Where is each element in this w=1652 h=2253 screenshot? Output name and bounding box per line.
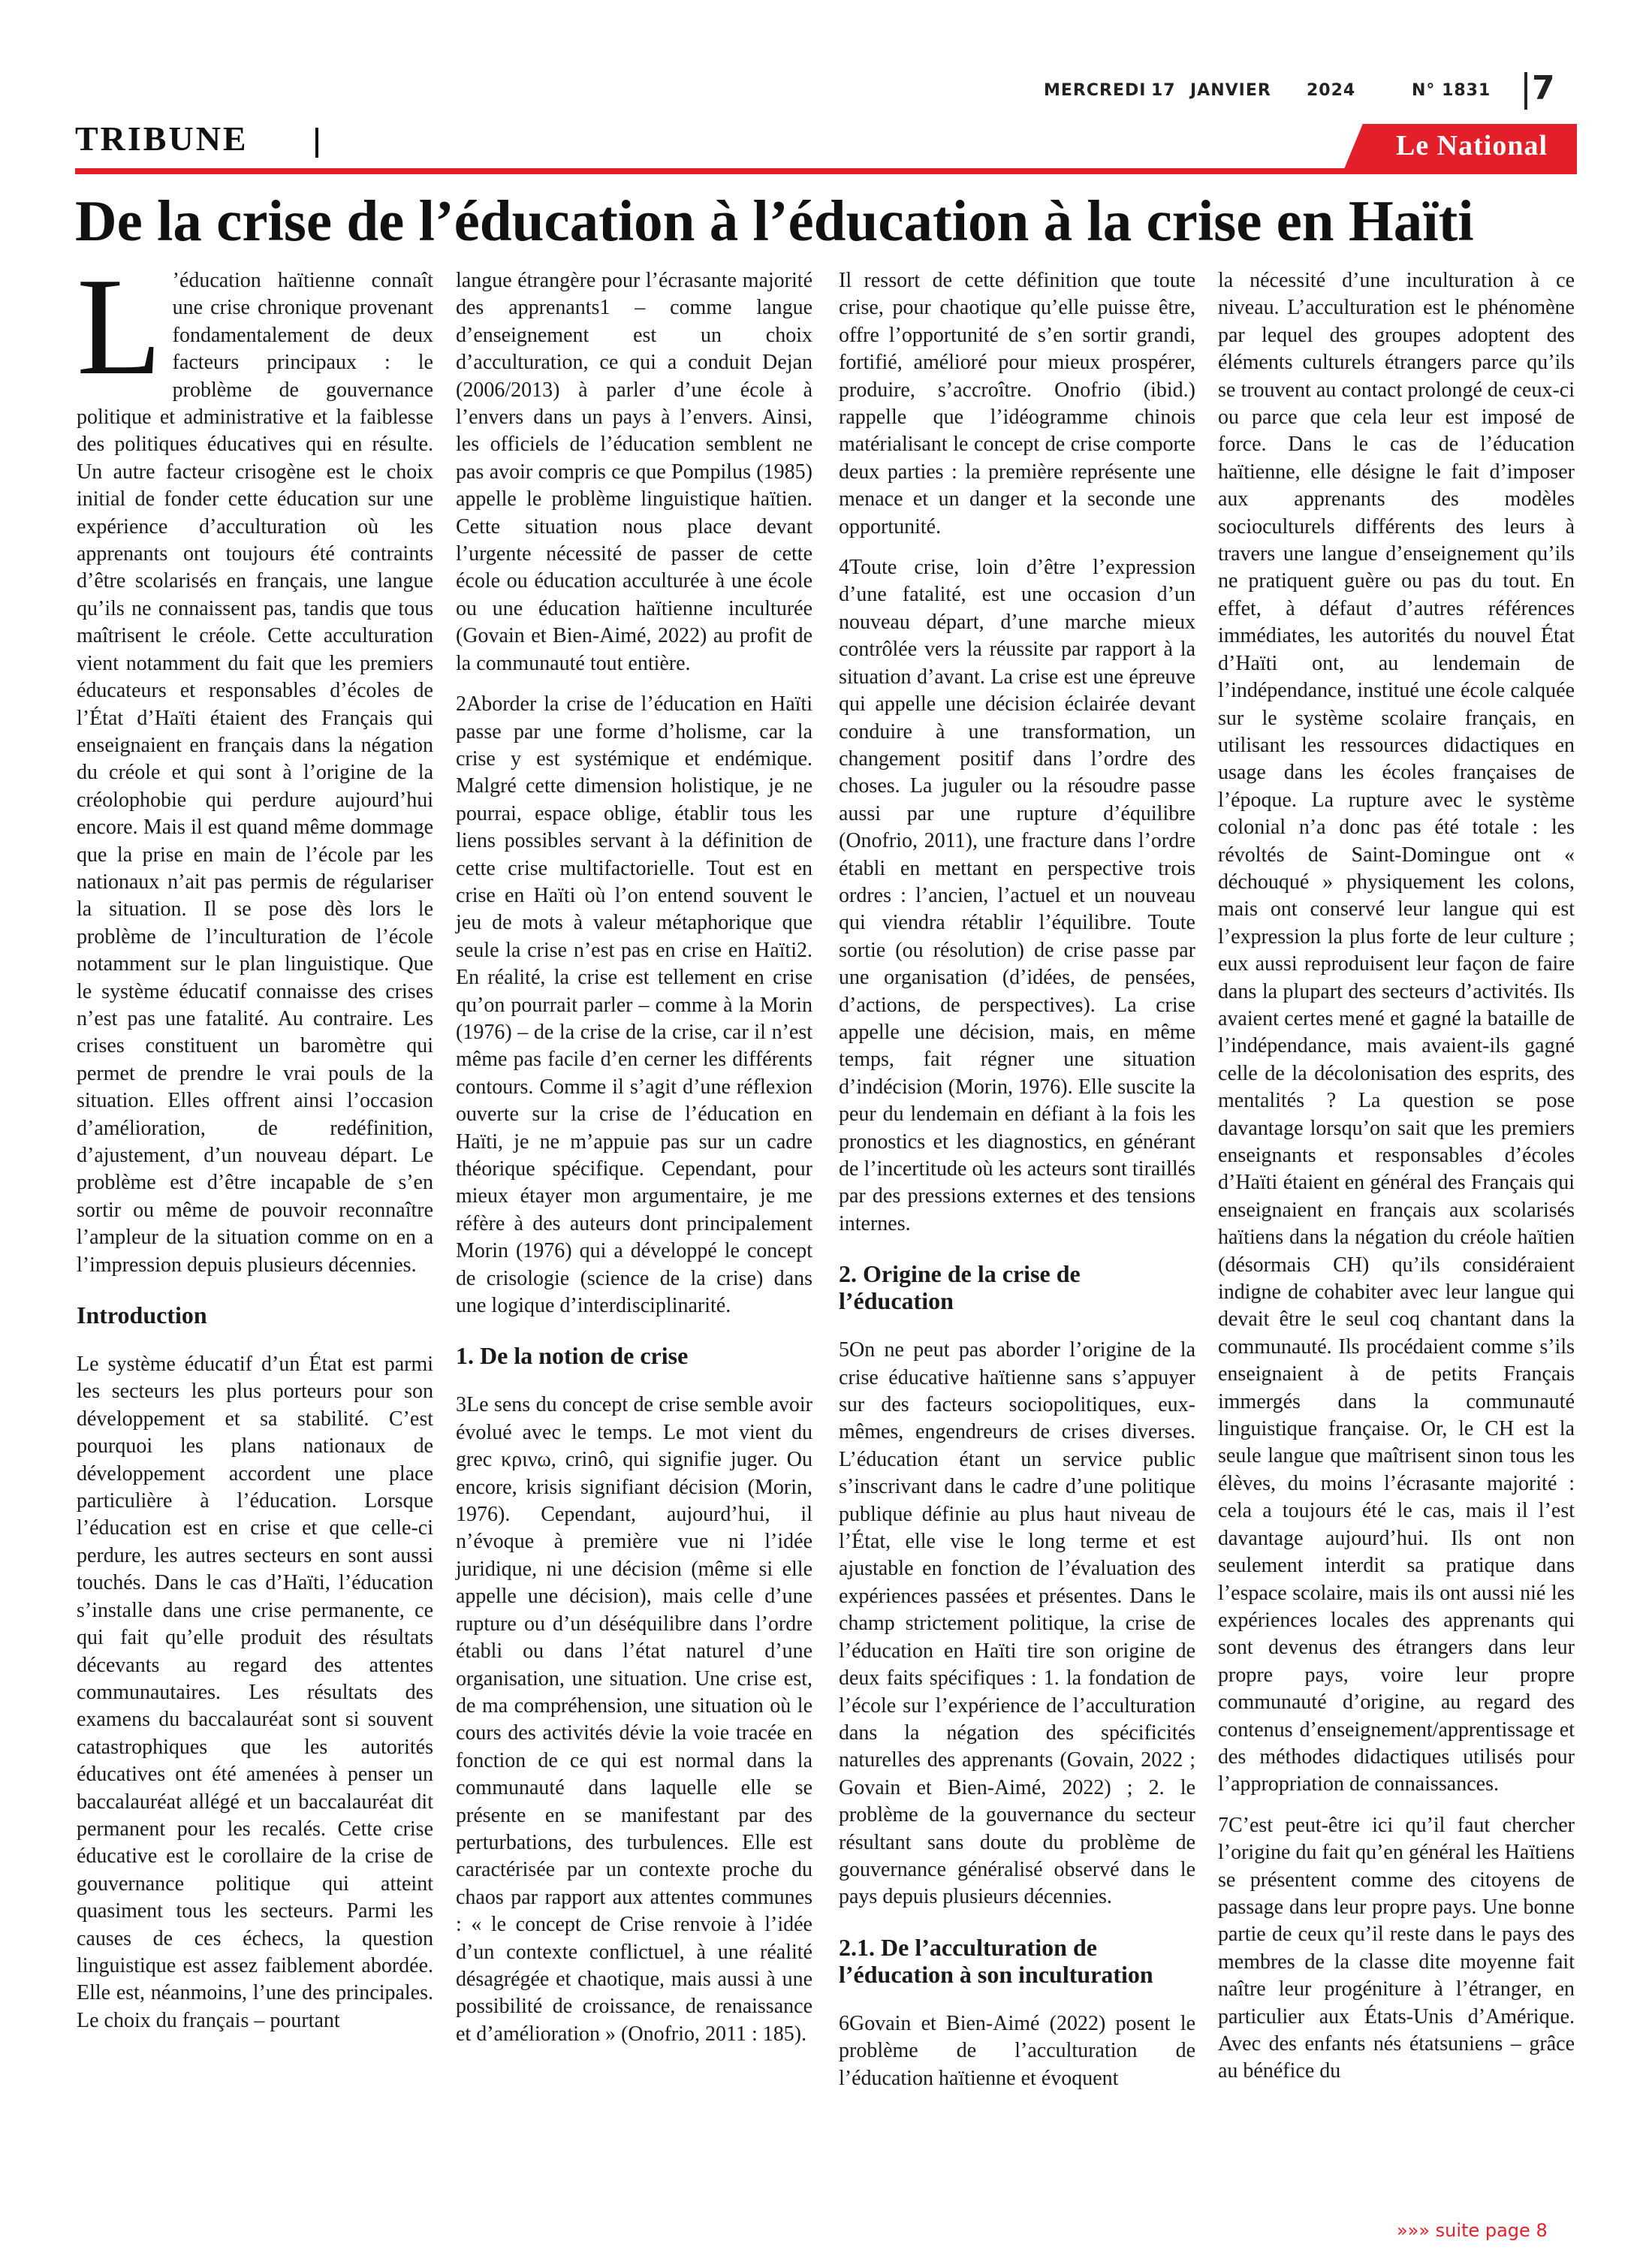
- paragraph: 4Toute crise, loin d’être l’expression d’une fatalité, est une occasion d’un nouveau départ, d’une marche mieux contrôlée vers la réussite par rapport à la situation d’avant. La crise est une épreuve qui appelle une décision éclairée devant conduire à une transformation, un changement positif dans l’ordre des choses. La juguler ou la résoudre passe aussi par une rupture d’équilibre (Onofrio, 2011), une fracture dans l’ordre établi en mettant en perspective trois ordres : l’ancien, l’actuel et un nouveau qui viendra rétablir l’équilibre. Toute sortie (ou résolution) de crise passe par une organisation (d’idées, de pensées, d’actions, de perspectives). La crise appelle une décision, mais, en même temps, fait régner une situation d’indécision (Morin, 1976). Elle suscite la peur du lendemain en défiant à la fois les pronostics et les diagnostics, en générant de l’incertitude où les acteurs sont tiraillés par des pressions externes et des tensions internes.: [839, 556, 1195, 1235]
- article-column-3: [839, 267, 1195, 2106]
- paragraph: 5On ne peut pas aborder l’origine de la crise éducative haïtienne sans s’appuyer sur des facteurs sociopolitiques, eux-mêmes, engendreurs de crises diverses. L’éducation étant un service public s’inscrivant dans le cadre d’une politique publique définie au plus haut niveau de l’État, elle vise le long terme et est ajustable en fonction de l’évaluation des expériences passées et présentes. Dans le champ strictement politique, la crise de l’éducation en Haïti tire son origine de deux faits spécifiques : 1. la fondation de l’école sur l’expérience de l’acculturation dans la négation des spécificités naturelles des apprenants (Govain, 2022 ; Govain et Bien-Aimé, 2022) ; 2. le problème de la gouvernance du secteur résultant sans doute du problème de gouvernance généralisé observé dans le pays depuis plusieurs décennies.: [839, 1338, 1195, 1909]
- article-column-2: [456, 267, 812, 2061]
- paragraph: la nécessité d’une inculturation à ce niveau. L’acculturation est le phénomène par lequel des groupes adoptent des éléments culturels étrangers parce qu’ils se trouvent au contact prolongé de ceux-ci ou parce que cela leur est imposé de force. Dans le cas de l’éducation haïtienne, elle désigne le fait d’imposer aux apprenants des modèles socioculturels différents des leurs à travers une langue d’enseignement qu’ils ne pratiquent guère ou pas du tout. En effet, à défaut d’autres références immédiates, les autorités du nouvel État d’Haïti ont, au lendemain de l’indépendance, institué une école calquée sur le système scolaire français, en utilisant les ressources didactiques en usage dans les écoles françaises de l’époque. La rupture avec le système colonial n’a donc pas été totale : les révoltés de Saint-Domingue ont « déchouqué » physiquement les colons, mais ont conservé leur langue qui est l’expression la plus forte de leur culture ; eux aussi reproduisent leur façon de faire dans la plupart des secteurs d’activités. Ils avaient certes mené et gagné la bataille de l’indépendance, mais avaient-ils gagné celle de la décolonisation des esprits, des mentalités ? La question se pose davantage lorsqu’on sait que les premiers enseignants et responsables d’écoles d’Haïti étaient en général des Français qui enseignaient en français aux scolarisés haïtiens dans la négation du créole haïtien (désormais CH) qu’ils considéraient indigne de cohabiter avec leur langue qui devait être le seul coq chantant dans la communauté. Ils procédaient comme s’ils enseignaient à de petits Français immergés dans la communauté linguistique française. Or, le CH est la seule langue que maîtrisent sinon tous les élèves, du moins l’écrasante majorité : cela a toujours été le cas, mais il l’est davantage aujourd’hui. Ils ont non seulement interdit sa pratique dans l’espace scolaire, mais ils ont aussi nié les expériences locales des apprenants qui sont devenus des étrangers dans leur propre pays, voire leur propre communauté d’origine, au regard des contenus d’enseignement/apprentissage et des méthodes didactiques utilisés pour l’appropriation de connaissances.: [1218, 269, 1575, 1796]
- heading-notion-de-crise: 1. De la notion de crise: [456, 1342, 689, 1370]
- paragraph: 7C’est peut-être ici qu’il faut chercher l’origine du fait qu’en général les Haïtiens se présentent comme des citoyens de passage dans leur propre pays. Une bonne partie de ceux qu’il reste dans le pays des membres de la classe dite moyenne fait naître leur progéniture à l’étranger, en particulier aux États-Unis d’Amérique. Avec des enfants nés étatsuniens – grâce au bénéfice du: [1218, 1813, 1575, 2083]
- paragraph: Il ressort de cette définition que toute crise, pour chaotique qu’elle puisse être, offre l’opportunité de s’en sortir grandi, fortifié, amélioré pour mieux prospérer, produire, s’accroître. Onofrio (ibid.) rappelle que l’idéogramme chinois matérialisant le concept de crise comporte deux parties : la première représente une menace et un danger et la seconde une opportunité.: [839, 269, 1195, 538]
- heading-introduction: Introduction: [77, 1301, 207, 1329]
- issue-year: 2024: [1307, 81, 1356, 100]
- issue-month: JANVIER: [1190, 81, 1271, 100]
- article-column-1: [77, 249, 433, 2048]
- article-column-4: [1218, 267, 1575, 2099]
- paragraph: 2Aborder la crise de l’éducation en Haïti passe par une forme d’holisme, car la crise y est systémique et endémique. Malgré cette dimension holistique, je ne pourrai, espace oblige, établir tous les liens possibles servant à la définition de cette crise multifactorielle. Tout est en crise en Haïti où l’on entend souvent le jeu de mots à valeur métaphorique que seule la crise n’est pas en crise en Haïti2. En réalité, la crise est tellement en crise qu’on pourrait parler – comme à la Morin (1976) – de la crise de la crise, car il n’est même pas facile d’en cerner les différents contours. Comme il s’agit d’une réflexion ouverte sur la crise de l’éducation en Haïti, je ne m’appuie pas sur un cadre théorique spécifique. Cependant, pour mieux étayer mon argumentaire, je me réfère à des auteurs dont principalement Morin (1976) qui a développé le concept de crisologie (science de la crise) dans une logique d’interdisciplinarité.: [456, 692, 812, 1318]
- page-number-divider: [1524, 72, 1527, 110]
- issue-date: 17: [1151, 81, 1176, 100]
- rubric-divider: [315, 128, 318, 158]
- lead-paragraph: [77, 249, 433, 1279]
- paragraph: Le système éducatif d’un État est parmi les secteurs les plus porteurs pour son développement et sa stabilité. C’est pourquoi les plans nationaux de développement accordent une place particulière à l’éducation. Lorsque l’éducation est en crise et que celle-ci perdure, les autres secteurs en sont aussi touchés. Dans le cas d’Haïti, l’éducation s’installe dans une crise permanente, ce qui fait qu’elle produit des résultats décevants au regard des attentes communautaires. Les résultats des examens du baccalauréat sont si souvent catastrophiques que les autorités éducatives ont été amenées à penser un baccalauréat allégé et un baccalauréat dit permanent pour les recalés. Cette crise éducative est le corollaire de la crise de gouvernance politique qui atteint quasiment tous les secteurs. Parmi les causes de ces échecs, la question linguistique est assez faiblement abordée. Elle est, néanmoins, l’une des principales. Le choix du français – pourtant: [77, 1353, 433, 2032]
- paragraph: 6Govain et Bien-Aimé (2022) posent le problème de l’acculturation de l’éducation haïtienne et évoquent: [839, 2011, 1195, 2090]
- header-rule: [75, 168, 1577, 174]
- section-rubric: TRIBUNE: [75, 119, 249, 158]
- article-title: De la crise de l’éducation à l’éducation à la crise en Haïti: [75, 189, 1474, 253]
- continuation-link[interactable]: »»» suite page 8: [1397, 2220, 1548, 2241]
- lead-text: ’éducation haïtienne connaît une crise chronique provenant fondamentalement de deux facteurs principaux : le problème de gouvernance politique et administrative et la faiblesse des politiques éducatives qui en résulte. Un autre facteur crisogène est le choix initial de fonder cette éducation sur une expérience d’acculturation où les apprenants ont toujours été contraints d’être scolarisés en français, une langue qu’ils ne connaissent pas, tandis que tous maîtrisent le créole. Cette acculturation vient notamment du fait que les premiers éducateurs et responsables d’écoles de l’État d’Haïti étaient des Français qui enseignaient en français dans la négation du créole et qui sont à l’origine de la créolophobie qui perdure aujourd’hui encore. Mais il est quand même dommage que la prise en main de l’école par les nationaux n’ait pas permis de régulariser la situation. Il se pose dès lors le problème de l’inculturation de l’école notamment sur le plan linguistique. Que le système éducatif connaisse des crises n’est pas une fatalité. Au contraire. Les crises constituent un baromètre qui permet de prendre le vrai pouls de la situation. Elles offrent ainsi l’occasion d’amélioration, de redéfinition, d’ajustement, d’un nouveau départ. Le problème est d’être incapable de s’en sortir ou même de pouvoir reconnaître l’ampleur de la situation comme on en a l’impression depuis plusieurs décennies.: [77, 269, 433, 1277]
- heading-origine-crise: 2. Origine de la crise de l’éducation: [839, 1260, 1081, 1315]
- drop-cap: L: [77, 249, 162, 404]
- issue-number: N° 1831: [1412, 81, 1491, 100]
- paragraph: 3Le sens du concept de crise semble avoir évolué avec le temps. Le mot vient du grec κρινω, crinô, qui signifie juger. Ou encore, krisis signifiant décision (Morin, 1976). Cependant, aujourd’hui, il n’évoque à première vue ni l’idée juridique, ni une décision (même si elle appelle une décision), mais celle d’une rupture ou d’un déséquilibre dans l’ordre établi ou dans l’état naturel d’une organisation, une situation. Une crise est, de ma compréhension, une situation où le cours des activités dévie la voie tracée en fonction de ce qui est normal dans la communauté dans laquelle elle se présente en se manifestant par des perturbations, des turbulences. Elle est caractérisée par un contexte proche du chaos par rapport aux attentes communes : « le concept de Crise renvoie à l’idée d’un contexte conflictuel, à une réalité désagrégée et chaotique, mais aussi à une possibilité de croissance, de renaissance et d’amélioration » (Onofrio, 2011 : 185).: [456, 1393, 812, 2046]
- paragraph: langue étrangère pour l’écrasante majorité des apprenants1 – comme langue d’enseignement est un choix d’acculturation, ce qui a conduit Dejan (2006/2013) à parler d’une école à l’envers dans un pays à l’envers. Ainsi, les officiels de l’éducation semblent ne pas avoir compris ce que Pompilus (1985) appelle le problème linguistique haïtien. Cette situation nous place devant l’urgente nécessité de passer de cette école ou éducation acculturée à une école ou une éducation haïtienne inculturée (Govain et Bien-Aimé, 2022) au profit de la communauté tout entière.: [456, 269, 812, 675]
- page-number: 7: [1532, 69, 1555, 107]
- masthead-title: Le National: [1395, 130, 1548, 161]
- issue-day: MERCREDI: [1044, 81, 1147, 100]
- heading-acculturation: 2.1. De l’acculturation de l’éducation à son inculturation: [839, 1933, 1153, 1988]
